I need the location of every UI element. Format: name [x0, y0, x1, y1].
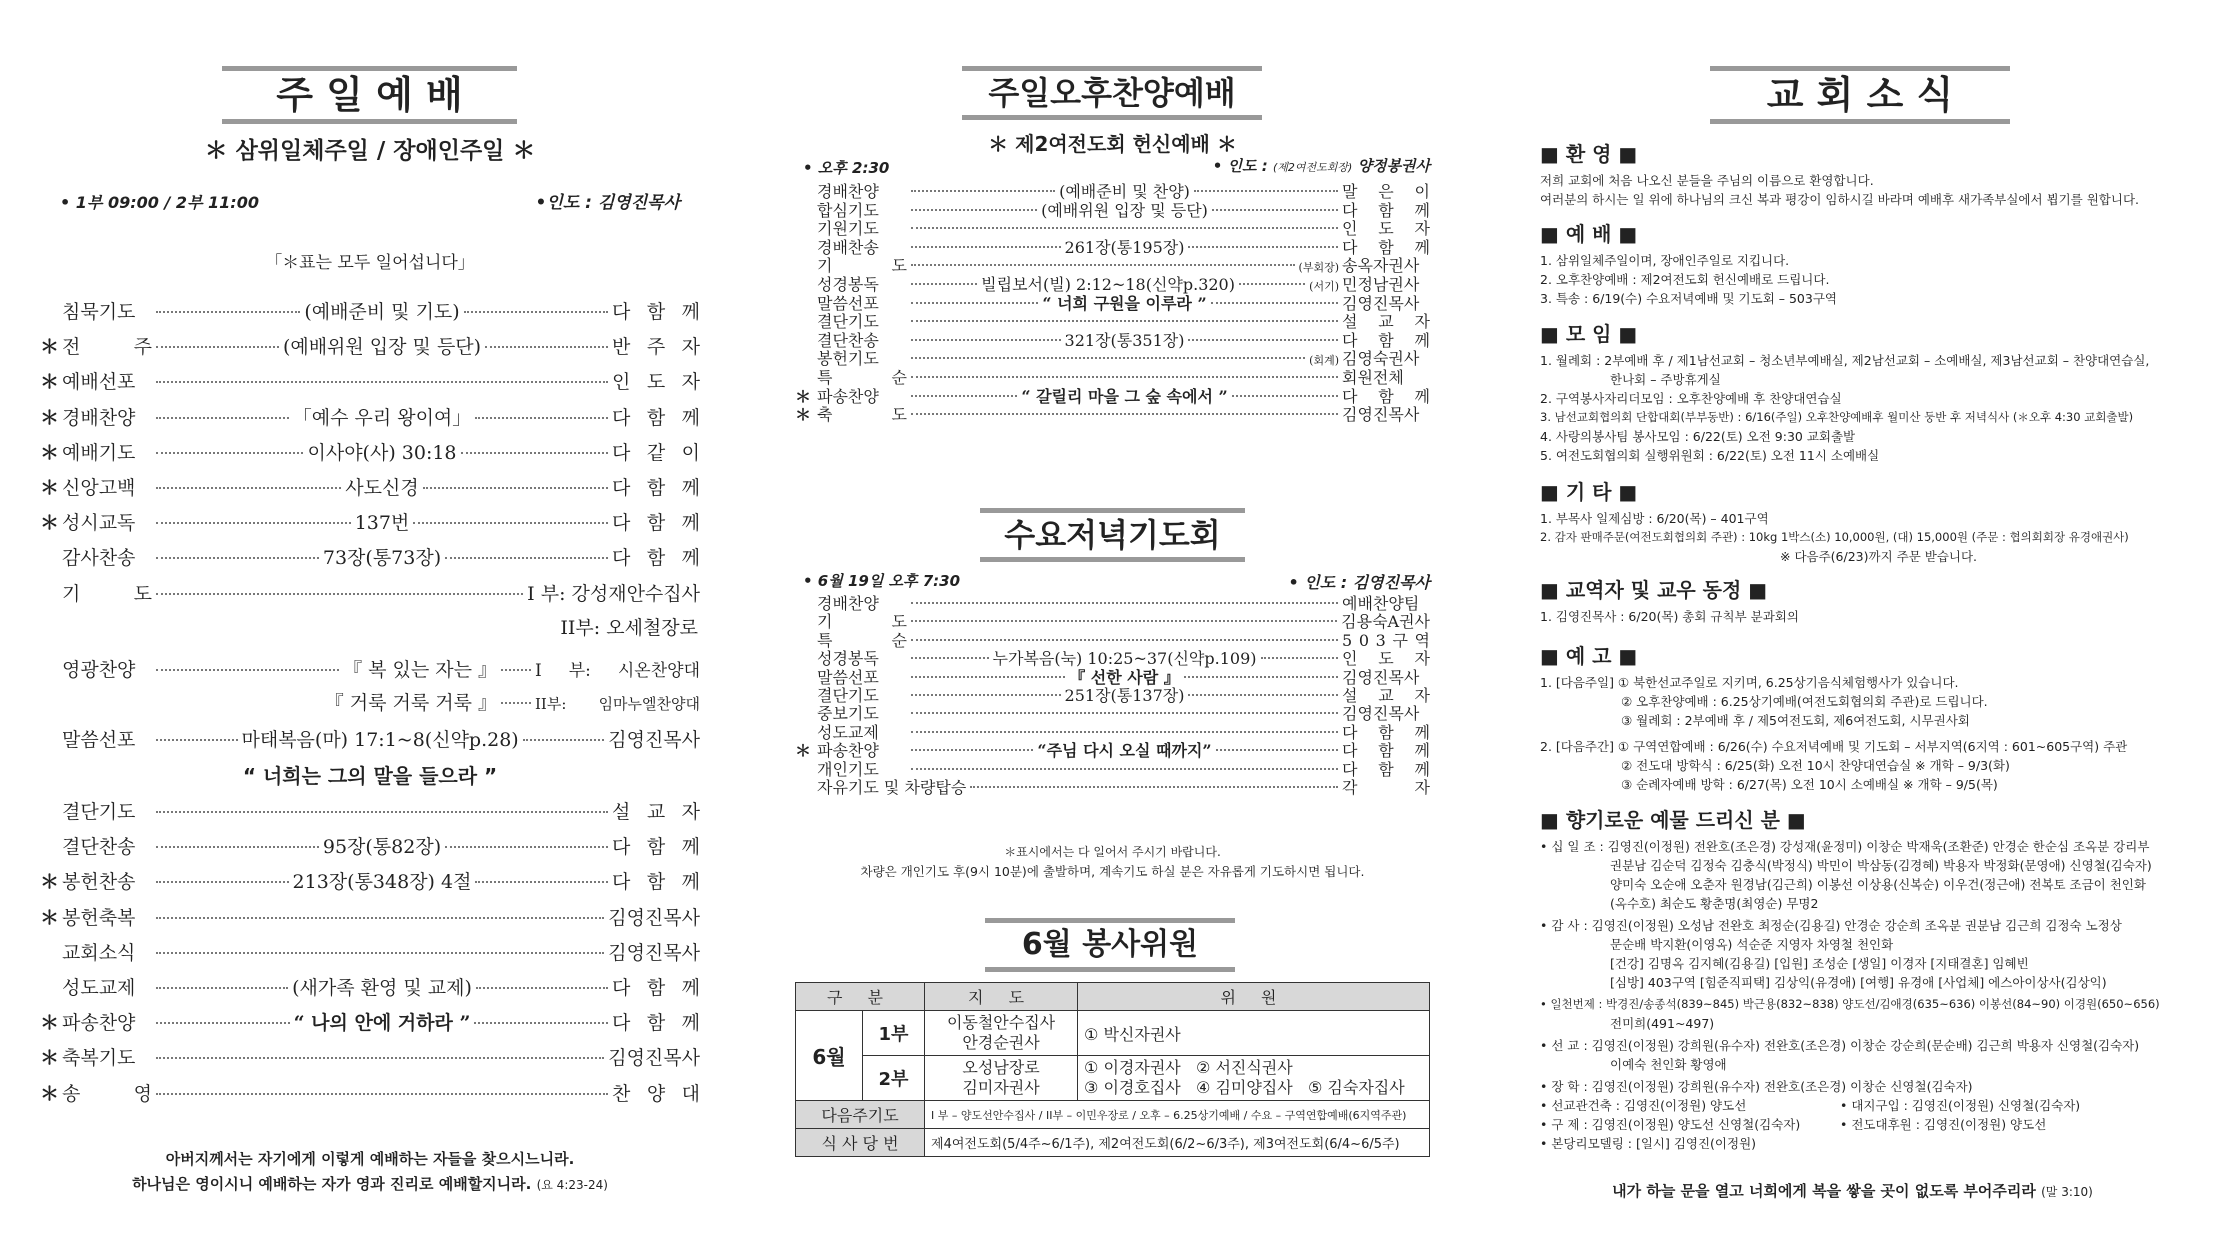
order-item-person: 각 자: [1342, 778, 1430, 797]
order-item-person: 다 함 께: [1342, 237, 1430, 257]
glory-choir-2: II부: 임마누엘찬양대: [535, 695, 700, 713]
order-item-person: 회원전체: [1342, 368, 1404, 387]
notice-heading: ■ 예 고 ■: [1540, 644, 1638, 668]
order-item-person: 인 도 자: [1342, 219, 1430, 239]
order-item-person: 설 교 자: [1342, 312, 1430, 332]
order-item-content: 321장(통351장): [1064, 330, 1185, 350]
glory-hymn-row: [40, 655, 700, 682]
meeting-line-1: 1. 월례회 : 2부예배 후 / 제1남선교회 – 청소년부예배실, 제2남선교회 – 소예배실, 제3남선교회 – 찬양대연습실,: [1540, 353, 2150, 368]
service-time: • 1부 09:00 / 2부 11:00: [60, 193, 259, 212]
order-item-label: 기 도: [817, 256, 907, 276]
scripture-verse-1: 아버지께서는 자기에게 이렇게 예배하는 자들을 찾으시느니라.: [165, 1150, 575, 1168]
staff-news-heading: ■ 교역자 및 교우 동정 ■: [1540, 578, 1768, 602]
order-item-person: 찬 양 대: [612, 1082, 700, 1105]
order-item-label: 성도교제: [817, 722, 879, 742]
malachi-verse-text: 내가 하늘 문을 열고 너희에게 복을 쌓을 곳이 없도록 부어주리라: [1612, 1182, 2036, 1200]
header-members: 위 원: [1078, 983, 1430, 1011]
prayer-part2: [40, 613, 700, 640]
month-cell: 6월: [796, 1011, 863, 1101]
table-row: [796, 1129, 1430, 1157]
header-leader: 지 도: [925, 983, 1078, 1011]
order-item-content: (예배준비 및 기도): [304, 301, 460, 323]
order-item-content: 73장(통73장): [322, 547, 442, 570]
offering-thousand-1: • 일천번제 : 박경진/송종석(839~845) 박근용(832~838) 양도선/김애경(635~636) 이봉선(84~90) 이경원(650~656): [1540, 997, 2160, 1011]
meeting-line-3: 3. 남선교회협의회 단합대회(부부동반) : 6/16(주일) 오후찬양예배후 월미산 둥반 후 저녁식사 (＊오후 4:30 교회출발): [1540, 410, 2134, 424]
order-item-label: 말씀선포: [817, 667, 879, 687]
notice-line-2b: ② 전도대 방학식 : 6/25(화) 오전 10시 찬양대연습실 ※ 개학 – 9/3(화): [1621, 758, 2010, 773]
order-row: [40, 543, 700, 570]
order-row: [40, 438, 700, 465]
order-item-content: 빌립보서(빌) 2:12~18(신약p.320): [981, 275, 1235, 294]
order-row: [795, 406, 1430, 424]
order-item-content: 213장(통348장) 4절: [292, 871, 472, 894]
sunday-worship-column: [40, 0, 700, 1240]
offering-mission-1: • 선 교 : 김영진(이정원) 강희원(유수자) 전완호(조은경) 이창순 강순희(문순배) 김근희 박용자 신영철(김숙자): [1540, 1038, 2140, 1053]
stand-mark: ＊: [40, 406, 60, 429]
sermon-scripture: 마태복음(마) 17:1~8(신약p.28): [241, 729, 519, 751]
glory-hymn-2: 『 거룩 거룩 거룩 』: [324, 692, 497, 714]
order-item-role: (부회장): [1298, 261, 1339, 275]
stand-mark: ＊: [40, 441, 60, 464]
worship-line-2: 2. 오후찬양예배 : 제2여전도회 헌신예배로 드립니다.: [1540, 272, 1830, 287]
worship-line-3: 3. 특송 : 6/19(수) 수요저녁예배 및 기도회 – 503구역: [1540, 291, 1837, 306]
order-row: [795, 295, 1430, 313]
order-item-label: 송 영: [62, 1082, 152, 1105]
offering-remodel: • 본당리모델링 : [일시] 김영진(이정원): [1540, 1136, 1757, 1151]
order-item-label: 결단찬송: [817, 330, 879, 350]
order-item-role: (회계): [1309, 354, 1339, 368]
sermon-row: [40, 725, 700, 752]
order-item-label: 말씀선포: [817, 293, 879, 313]
offering-thanks-1: • 감 사 : 김영진(이정원) 오성남 전완호 최정순(김용길) 안경순 강순희 조옥분 권분남 김근희 김정숙 노정상: [1540, 918, 2122, 933]
prayer-part2-text: II부: 오세철장로: [560, 617, 698, 639]
offering-tithe-1: • 십 일 조 : 김영진(이정원) 전완호(조은경) 강성재(윤정미) 이창순 박재욱(조환준) 안경순 한순심 조옥분 강리부: [1540, 839, 2150, 854]
stand-mark: ＊: [40, 1012, 60, 1035]
stand-mark: ＊: [795, 741, 812, 761]
order-row: [40, 1043, 700, 1070]
order-row: [40, 973, 700, 1000]
order-row: [40, 473, 700, 500]
order-item-content: 261장(통195장): [1064, 237, 1185, 257]
order-item-person: 인 도 자: [1342, 649, 1430, 669]
order-item-person: 다 함 께: [612, 301, 701, 323]
order-item-person: 다 함 께: [612, 547, 700, 570]
order-item-label: 결단찬송: [62, 836, 136, 859]
service-committee-table: [795, 982, 1430, 1157]
part2-members-1: ① 이경자권사 ② 서진식권사: [1084, 1058, 1293, 1077]
order-item-content: 251장(통137장): [1064, 686, 1185, 705]
order-item-person: 다 함 께: [612, 477, 701, 499]
order-item-person: 김영진목사: [1342, 293, 1420, 313]
order-item-person: 다 함 께: [1342, 330, 1430, 350]
notice-line-2c: ③ 순례자예배 방학 : 6/27(목) 오전 10시 소예배실 ※ 개학 – 9/5(목): [1621, 777, 1998, 792]
order-item-label: 자유기도 및 차량탑승: [817, 778, 967, 797]
order-item-label: 신앙고백: [62, 477, 136, 499]
order-row: [795, 669, 1430, 687]
offering-evangelism: • 전도대후원 : 김영진(이정원) 양도선: [1840, 1117, 2047, 1132]
order-item-person: 김영진목사: [1342, 704, 1420, 724]
afternoon-time: • 오후 2:30: [803, 159, 890, 177]
order-item-person: I 부: 강성재안수집사: [527, 582, 700, 605]
order-item-label: 감사찬송: [62, 547, 136, 570]
order-item-content: 95장(통82장): [322, 836, 442, 859]
order-item-label: 축복기도: [62, 1047, 136, 1070]
order-row: [795, 779, 1430, 797]
meal-duty-value: 제4여전도회(5/4주~6/1주), 제2여전도회(6/2~6/3주), 제3여전도회(6/4~6/5주): [925, 1129, 1430, 1157]
offering-scholarship: • 장 학 : 김영진(이정원) 강희원(유수자) 전완호(조은경) 이창순 신영철(김숙자): [1540, 1079, 1973, 1094]
order-item-label: 결단기도: [817, 312, 879, 332]
order-row: [795, 761, 1430, 779]
sunday-worship-title: 주 일 예 배: [222, 66, 517, 124]
order-item-label: 파송찬양: [817, 386, 879, 406]
offering-building-row: [1540, 1097, 2165, 1114]
scripture-verse-2: [40, 1173, 700, 1194]
order-item-label: 예배선포: [62, 371, 136, 394]
order-item-label: 성경봉독: [817, 649, 879, 669]
glory-hymn-label: 영광찬양: [62, 659, 136, 681]
afternoon-subtitle: ＊ 제2여전도회 헌신예배 ＊: [988, 132, 1237, 156]
order-item-content: 「예수 우리 왕이여」: [292, 406, 472, 429]
order-item-label: 경배찬양: [62, 406, 136, 429]
order-item-label: 전 주: [62, 336, 152, 359]
stand-mark: ＊: [40, 336, 60, 359]
order-row: [795, 183, 1430, 201]
standing-note: 「＊표는 모두 일어섭니다」: [265, 253, 475, 273]
malachi-verse: [1540, 1180, 2165, 1201]
afternoon-leader-name: 양정봉권사: [1357, 157, 1430, 175]
order-item-person: 말 은 이: [1342, 182, 1431, 201]
wednesday-time: • 6월 19일 오후 7:30: [803, 572, 961, 590]
order-item-person: 다 함 께: [612, 512, 700, 535]
order-row: [795, 705, 1430, 723]
meeting-line-4: 4. 사랑의봉사팀 봉사모임 : 6/22(토) 오전 9:30 교회출발: [1540, 429, 1856, 444]
order-item-label: 경배찬양: [817, 594, 879, 613]
stand-mark: ＊: [795, 405, 812, 425]
order-item-content: 이사야(사) 30:18: [307, 441, 457, 464]
offering-tithe-4: (옥수호) 최순도 황춘명(최영순) 무명2: [1610, 896, 1819, 911]
offering-mission-2: 이예숙 천인화 황영애: [1610, 1057, 1727, 1072]
afternoon-worship-column: [795, 0, 1430, 1240]
order-item-label: 성시교독: [62, 512, 136, 535]
table-row: [796, 1011, 1430, 1056]
offering-thanks-3: [건강] 김명옥 김지혜(김용길) [입원] 조성순 [생일] 이경자 [지태결혼] 임혜빈: [1610, 956, 2029, 971]
offering-thanks-2: 문순배 박지환(이영옥) 석순준 지영자 차영철 천인화: [1610, 937, 1894, 952]
sunday-subtitle: ＊ 삼위일체주일 / 장애인주일 ＊: [204, 138, 536, 164]
order-row: [40, 403, 700, 430]
church-news-title: 교 회 소 식: [1710, 66, 2010, 124]
order-item-label: 경배찬양: [817, 182, 879, 201]
order-item-content: (예배위원 입장 및 등단): [1041, 200, 1208, 220]
order-row: [40, 1008, 700, 1035]
afternoon-leader: [1213, 155, 1430, 176]
stand-mark: ＊: [40, 1047, 60, 1070]
meeting-line-5: 5. 여전도회협의회 실행위원회 : 6/22(토) 오전 11시 소예배실: [1540, 448, 1880, 463]
etc-line-1: 1. 부목사 일제심방 : 6/20(목) – 401구역: [1540, 511, 1769, 526]
order-row: [795, 202, 1430, 220]
order-row: [40, 508, 700, 535]
order-item-person: 인 도 자: [612, 371, 700, 394]
order-item-label: 결단기도: [817, 686, 879, 705]
order-item-label: 파송찬양: [817, 741, 879, 761]
order-row: [795, 742, 1430, 760]
offering-relief-row: [1540, 1116, 2165, 1133]
order-item-label: 축 도: [817, 405, 907, 425]
meeting-heading: ■ 모 임 ■: [1540, 322, 1638, 346]
stand-mark: ＊: [40, 477, 60, 499]
order-row: [795, 276, 1430, 296]
order-item-person: 설 교 자: [612, 801, 700, 823]
order-row: [795, 632, 1430, 650]
order-item-person: 김영진목사: [608, 906, 700, 929]
order-item-person: 다 함 께: [1342, 722, 1430, 742]
order-row: [795, 313, 1430, 331]
meeting-line-2: 2. 구역봉사자리더모임 : 오후찬양예배 후 찬양대연습실: [1540, 391, 1842, 406]
sermon-preacher: 김영진목사: [608, 729, 701, 751]
sermon-title: “ 너희는 그의 말을 들으라 ”: [242, 764, 498, 788]
standing-note-2: ＊표시에서는 다 일어서 주시기 바랍니다.: [1004, 845, 1221, 859]
order-item-person: 김용숙A권사: [1341, 612, 1430, 632]
table-row: [796, 1056, 1430, 1101]
scripture-verse-2-text: 하나님은 영이시니 예배하는 자가 영과 진리로 예배할지니라.: [132, 1175, 532, 1193]
part2-members: [1078, 1056, 1430, 1101]
order-item-label: 특 순: [817, 368, 907, 387]
welcome-line-2: 여러분의 하시는 일 위에 하나님의 크신 복과 평강이 임하시길 바라며 예배후 새가족부실에서 뵙기를 원합니다.: [1540, 192, 2140, 207]
order-item-label: 봉헌축복: [62, 906, 136, 929]
part1-leader-2: 안경순권사: [962, 1033, 1040, 1052]
order-item-person: 다 함 께: [1342, 200, 1431, 220]
order-item-label: 파송찬양: [62, 1012, 136, 1035]
order-row: [40, 938, 700, 965]
order-item-content: “ 너희 구원을 이루라 ”: [1042, 293, 1207, 313]
order-item-label: 특 순: [817, 630, 907, 650]
order-row: [795, 369, 1430, 387]
meeting-line-1b: 한나회 – 주방휴게실: [1610, 372, 1721, 387]
order-item-person: 김영숙권사: [1342, 349, 1420, 369]
offering-tithe-3: 양미숙 오순애 오춘자 원경남(김근희) 이봉선 이상용(신복순) 이우건(정근애) 전복토 조금이 천인화: [1610, 877, 2146, 892]
stand-mark: ＊: [40, 906, 60, 929]
order-row: [795, 650, 1430, 668]
etc-line-2b: ※ 다음주(6/23)까지 주문 받습니다.: [1780, 549, 1978, 564]
order-item-label: 결단기도: [62, 801, 136, 823]
sermon-label: 말씀선포: [62, 729, 136, 751]
offering-land: • 대지구입 : 김영진(이정원) 신영철(김숙자): [1840, 1098, 2081, 1113]
order-item-person: 김영진목사: [1342, 667, 1420, 687]
order-item-label: 봉헌찬송: [62, 871, 136, 894]
order-item-content: 누가복음(눅) 10:25~37(신약p.109): [992, 649, 1257, 669]
offering-relief: • 구 제 : 김영진(이정원) 양도선 신영철(김숙자): [1540, 1117, 1801, 1132]
order-item-person: 다 함 께: [612, 871, 700, 894]
order-item-person: 다 함 께: [612, 836, 700, 859]
table-row: [796, 1101, 1430, 1129]
order-item-person: 반 주 자: [612, 336, 701, 359]
vehicle-note: 차량은 개인기도 후(9시 10분)에 출발하며, 계속기도 하실 분은 자유롭게 기도하시면 됩니다.: [860, 864, 1365, 879]
order-item-label: 중보기도: [817, 704, 879, 724]
welcome-heading: ■ 환 영 ■: [1540, 142, 1638, 166]
offering-tithe-2: 권분남 김순덕 김정숙 김충식(박정식) 박민이 박삼동(김경혜) 박용자 박정화(문영애) 신영철(김숙자): [1610, 858, 2152, 873]
order-item-label: 개인기도: [817, 759, 879, 779]
order-item-label: 합심기도: [817, 200, 879, 220]
part1-cell: 1부: [862, 1011, 924, 1056]
order-item-person: 다 함 께: [1342, 386, 1431, 406]
order-item-person: 5 0 3 구 역: [1342, 630, 1430, 650]
order-item-person: 민정남권사: [1342, 275, 1420, 294]
order-item-label: 침묵기도: [62, 301, 136, 323]
order-row: [795, 332, 1430, 350]
stand-mark: ＊: [40, 512, 60, 535]
order-item-person: 다 함 께: [612, 977, 700, 999]
etc-line-2: 2. 감자 판매주문(여전도회협의회 주관) : 10kg 1박스(소) 10,000원, (대) 15,000원 (주문 : 협의회회장 유경애권사): [1540, 530, 2129, 544]
malachi-verse-ref: (말 3:10): [2041, 1185, 2093, 1199]
offering-thanks-4: [심방] 403구역 [힘준직피택] 김상익(유경애) [여행] 유경애 [사업체] 에스아이상사(김상익): [1610, 975, 2107, 990]
glory-choir-1: I 부: 시온찬양대: [535, 661, 700, 681]
order-row: [40, 867, 700, 894]
table-header-row: [796, 983, 1430, 1011]
order-item-label: 봉헌기도: [817, 349, 879, 369]
service-committee-title: 6월 봉사위원: [985, 918, 1235, 972]
order-item-content: 137번: [354, 512, 410, 535]
worship-heading: ■ 예 배 ■: [1540, 222, 1638, 246]
stand-mark: ＊: [40, 371, 60, 394]
order-item-person: 송옥자권사: [1342, 256, 1420, 276]
order-item-label: 기 도: [62, 582, 152, 605]
notice-line-2a: 2. [다음주간] ① 구역연합예배 : 6/26(수) 수요저녁예배 및 기도회 – 서부지역(6지역 : 601~605구역) 주관: [1540, 739, 2128, 754]
notice-line-1a: 1. [다음주일] ① 북한선교주일로 지키며, 6.25상기음식체험행사가 있습니다.: [1540, 675, 1959, 690]
order-item-person: 김영진목사: [608, 1047, 700, 1070]
order-item-label: 경배찬송: [817, 237, 879, 257]
stand-mark: ＊: [40, 871, 60, 894]
part1-members: ① 박신자권사: [1078, 1011, 1430, 1056]
order-item-content: 사도신경: [345, 477, 419, 499]
part1-leaders: [925, 1011, 1078, 1056]
glory-hymn-1: 『 복 있는 자는 』: [343, 659, 497, 681]
order-item-label: 성도교제: [62, 977, 136, 999]
order-item-content: “주님 다시 오실 때까지”: [1037, 741, 1212, 761]
order-item-content: (새가족 환영 및 교제): [292, 977, 472, 999]
order-row: [795, 239, 1430, 257]
order-row: [795, 687, 1430, 705]
order-item-person: 다 함 께: [1342, 741, 1431, 761]
order-item-label: 예배기도: [62, 441, 136, 464]
order-item-person: 다 함 께: [1342, 759, 1430, 779]
etc-heading: ■ 기 타 ■: [1540, 480, 1638, 504]
stand-mark: ＊: [795, 386, 812, 406]
order-row: [40, 1079, 700, 1106]
notice-line-1c: ③ 월례회 : 2부예배 후 / 제5여전도회, 제6여전도회, 시무권사회: [1621, 713, 1970, 728]
church-news-column: [1540, 0, 2165, 1240]
order-item-person: 김영진목사: [1342, 405, 1420, 425]
part1-leader-1: 이동철안수집사: [946, 1013, 1056, 1032]
order-row: [40, 832, 700, 859]
order-item-person: 예배찬양팀: [1342, 594, 1420, 613]
part2-leaders: [925, 1056, 1078, 1101]
order-item-label: 교회소식: [62, 941, 136, 964]
service-leader: •인도 : 김영진목사: [535, 193, 680, 213]
order-item-person: 다 함 께: [612, 406, 700, 429]
order-item-person: 다 같 이: [612, 441, 701, 464]
part2-members-2: ③ 이경호집사 ④ 김미양집사 ⑤ 김숙자집사: [1084, 1078, 1405, 1097]
order-row: [795, 388, 1430, 406]
part2-cell: 2부: [862, 1056, 924, 1101]
order-row: [40, 297, 700, 324]
order-row: [795, 220, 1430, 238]
next-prayer-value: I 부 – 양도선안수집사 / II부 – 이민우장로 / 오후 – 6.25상기예배 / 수요 – 구역연합예배(6지역주관): [925, 1101, 1430, 1129]
header-category: 구 분: [796, 983, 925, 1011]
wednesday-leader: • 인도 : 김영진목사: [1288, 573, 1430, 592]
order-item-content: “ 나의 안에 거하라 ”: [293, 1012, 471, 1035]
staff-news-line-1: 1. 김영진목사 : 6/20(목) 총회 규칙부 분과회의: [1540, 609, 1799, 624]
meal-duty-label: 식 사 당 번: [796, 1129, 925, 1157]
order-item-content: “ 갈릴리 마을 그 숲 속에서 ”: [1021, 386, 1228, 406]
order-row: [795, 613, 1430, 631]
welcome-line-1: 저희 교회에 처음 나오신 분들을 주님의 이름으로 환영합니다.: [1540, 173, 1874, 188]
order-item-content: (예배준비 및 찬양): [1059, 182, 1190, 201]
order-item-label: 성경봉독: [817, 275, 879, 294]
order-item-content: 『 선한 사람 』: [1069, 667, 1180, 687]
order-item-person: 다 함 께: [612, 1012, 701, 1035]
order-row: [40, 579, 700, 606]
order-row: [40, 903, 700, 930]
order-row: [795, 724, 1430, 742]
part2-leader-1: 오성남장로: [962, 1058, 1040, 1077]
offering-heading: ■ 향기로운 예물 드리신 분 ■: [1540, 808, 1806, 832]
afternoon-leader-note: (제2여전도회장): [1272, 161, 1353, 174]
afternoon-leader-label: • 인도 :: [1212, 157, 1268, 175]
order-item-label: 기원기도: [817, 219, 879, 239]
order-item-role: (서기): [1309, 280, 1339, 293]
offering-thousand-2: 전미희(491~497): [1610, 1016, 1715, 1031]
order-item-person: 설 교 자: [1342, 686, 1430, 705]
order-row: [795, 595, 1430, 613]
next-prayer-label: 다음주기도: [796, 1101, 925, 1129]
order-row: [40, 367, 700, 394]
scripture-verse-ref: (요 4:23-24): [536, 1178, 608, 1192]
order-item-content: (예배위원 입장 및 등단): [282, 336, 482, 359]
wednesday-prayer-title: 수요저녁기도회: [980, 508, 1245, 562]
part2-leader-2: 김미자권사: [962, 1078, 1040, 1097]
notice-line-1b: ② 오후찬양예배 : 6.25상기예배(여전도회협의회 주관)로 드립니다.: [1621, 694, 1988, 709]
worship-line-1: 1. 삼위일체주일이며, 장애인주일로 지킵니다.: [1540, 253, 1790, 268]
order-item-person: 김영진목사: [608, 941, 700, 964]
order-row: [40, 332, 700, 359]
afternoon-worship-title: 주일오후찬양예배: [962, 66, 1262, 120]
offering-mission-house: • 선교관건축 : 김영진(이정원) 양도선: [1540, 1098, 1747, 1113]
order-row: [40, 797, 700, 824]
stand-mark: ＊: [40, 1082, 60, 1105]
order-item-label: 기 도: [817, 612, 907, 632]
glory-hymn-row-2: [40, 688, 700, 715]
